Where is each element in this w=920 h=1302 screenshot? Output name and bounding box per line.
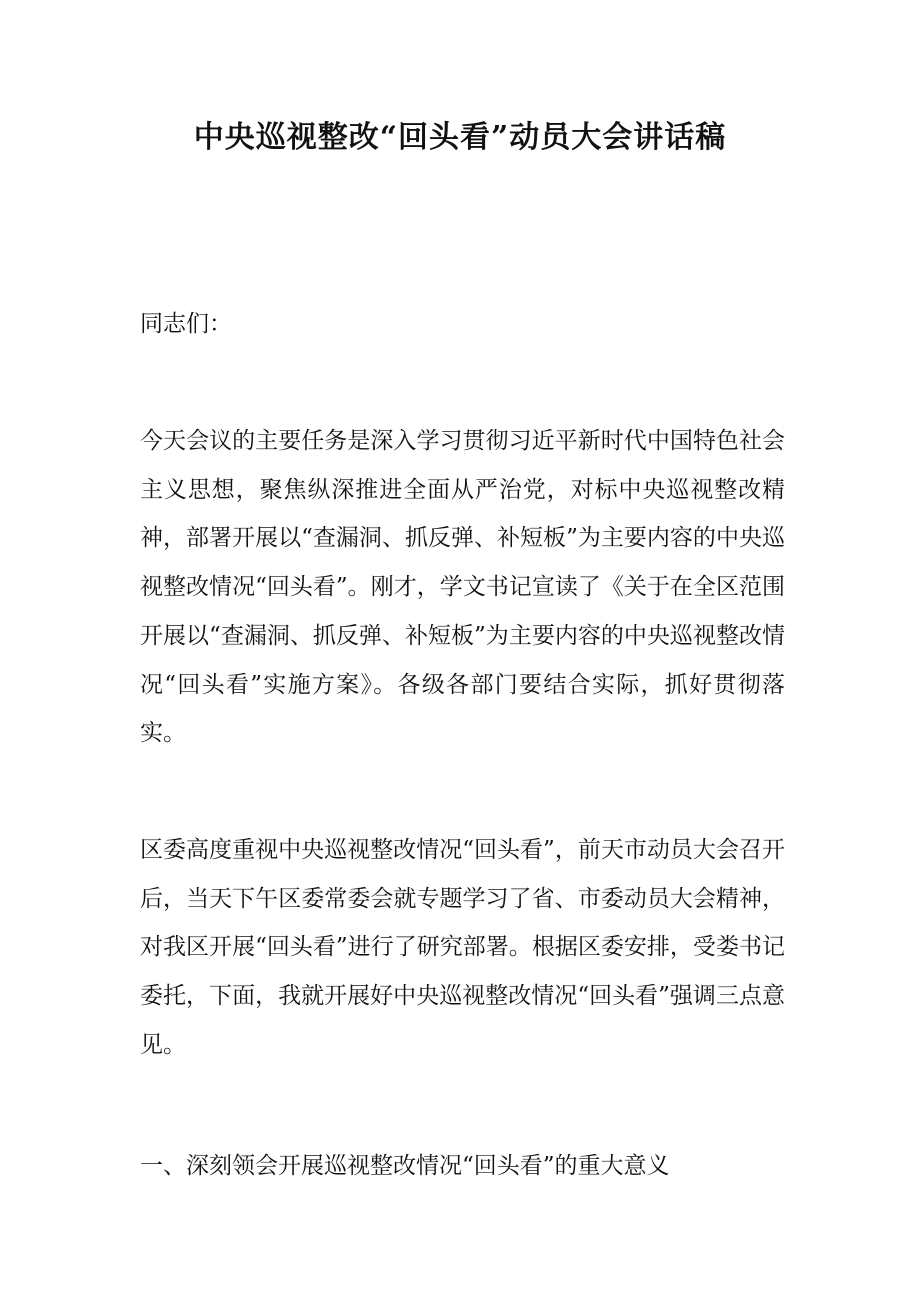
paragraph-intro: 今天会议的主要任务是深入学习贯彻习近平新时代中国特色社会主义思想，聚焦纵深推进全面从严治党，对标中央巡视整改精神，部署开展以“查漏洞、抓反弹、补短板”为主要内容的中央巡视整改情况“回头看”。刚才，学文书记宣读了《关于在全区范围开展以“查漏洞、抓反弹、补短板”为主要内容的中央巡视整改情况“回头看”实施方案》。各级各部门要结合实际，抓好贯彻落实。 [140,428,785,747]
greeting: 同志们： [140,311,232,337]
document-title: 中央巡视整改“回头看”动员大会讲话稿 [193,120,727,155]
paragraph-background: 区委高度重视中央巡视整改情况“回头看”，前天市动员大会召开后，当天下午区委常委会就专题学习了省、市委动员大会精神，对我区开展“回头看”进行了研究部署。根据区委安排，受娄书记委托，下面，我就开展好中央巡视整改情况“回头看”强调三点意见。 [140,837,785,1058]
section-heading: 一、深刻领会开展巡视整改情况“回头看”的重大意义 [140,1153,670,1179]
